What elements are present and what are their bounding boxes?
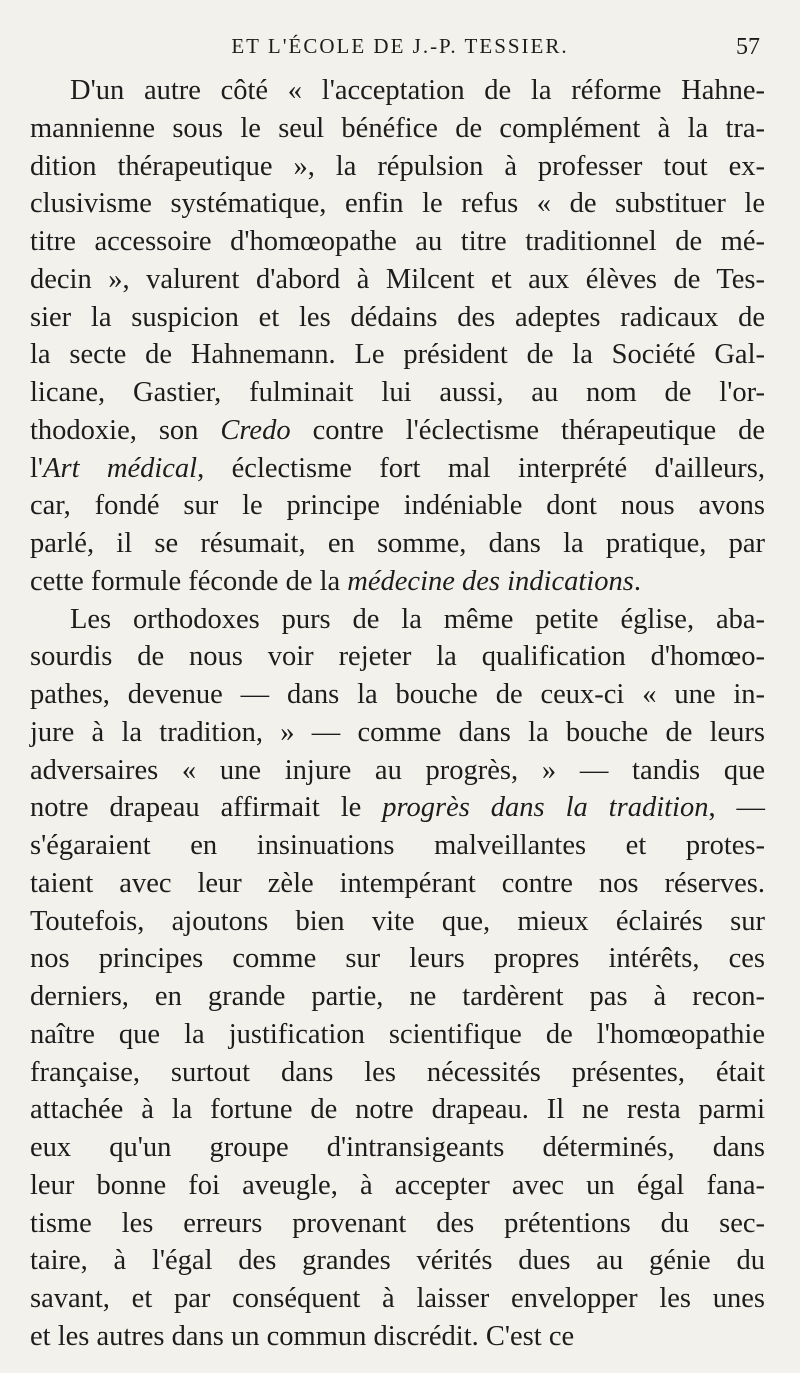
line-text: decin », valurent d'abord à Milcent et aux élèves de Tes- bbox=[30, 263, 765, 295]
body-text bbox=[30, 72, 765, 1356]
text-line bbox=[30, 1242, 765, 1280]
line-text: derniers, en grande partie, ne tardèrent pas à recon- bbox=[30, 981, 765, 1012]
line-text: contre l'éclectisme thérapeutique de bbox=[290, 414, 765, 446]
text-line bbox=[30, 1167, 765, 1205]
line-text: thodoxie, son bbox=[30, 414, 221, 446]
line-text: sier la suspicion et les dédains des adeptes radicaux de bbox=[30, 301, 765, 333]
line-text: sourdis de nous voir rejeter la qualification d'homœo- bbox=[30, 641, 765, 673]
line-text: savant, et par conséquent à laisser envelopper les unes bbox=[30, 1283, 765, 1314]
running-head bbox=[0, 30, 800, 60]
line-text: car, fondé sur le principe indéniable dont nous avons bbox=[30, 490, 765, 522]
text-line bbox=[30, 110, 765, 148]
line-text: D'un autre côté « l'acceptation de la réforme Hahne- bbox=[70, 75, 765, 106]
italic-text: Art médical bbox=[43, 452, 198, 484]
text-line bbox=[30, 978, 765, 1016]
text-line bbox=[30, 1016, 765, 1054]
text-line bbox=[30, 1054, 765, 1092]
line-text: licane, Gastier, fulminait lui aussi, au nom de l'or- bbox=[30, 377, 765, 408]
text-line bbox=[30, 223, 765, 261]
text-line bbox=[30, 525, 765, 563]
text-line bbox=[30, 563, 765, 601]
text-line bbox=[30, 1205, 765, 1243]
text-line bbox=[30, 714, 765, 752]
text-line bbox=[30, 487, 765, 525]
text-line bbox=[30, 72, 765, 110]
line-text: et les autres dans un commun discrédit. C'est ce bbox=[30, 1320, 575, 1352]
line-text: française, surtout dans les nécessités présentes, était bbox=[30, 1056, 765, 1088]
line-text: l' bbox=[30, 452, 44, 484]
line-text: Toutefois, ajoutons bien vite que, mieux éclairés sur bbox=[30, 905, 765, 937]
line-text: mannienne sous le seul bénéfice de complément à la tra- bbox=[30, 112, 765, 144]
line-text: attachée à la fortune de notre drapeau. Il ne resta parmi bbox=[30, 1094, 765, 1126]
text-line bbox=[30, 299, 765, 337]
page-number: 57 bbox=[736, 34, 760, 60]
text-line bbox=[30, 185, 765, 223]
line-text: naître que la justification scientifique de l'homœopathie bbox=[30, 1018, 765, 1050]
text-line bbox=[30, 1091, 765, 1129]
line-text: parlé, il se résumait, en somme, dans la pratique, par bbox=[30, 528, 765, 559]
text-line bbox=[30, 412, 765, 450]
text-line bbox=[30, 827, 765, 865]
text-line bbox=[30, 1318, 765, 1356]
line-text: , éclectisme fort mal interprété d'ailleurs, bbox=[197, 452, 765, 484]
text-line bbox=[30, 1129, 765, 1167]
text-line bbox=[30, 789, 765, 827]
line-text: , — bbox=[708, 792, 766, 824]
italic-text: médecine des indications bbox=[347, 565, 634, 597]
line-text: taire, à l'égal des grandes vérités dues au génie du bbox=[30, 1245, 765, 1277]
text-line bbox=[30, 865, 765, 903]
line-text: notre drapeau affirmait le bbox=[30, 792, 383, 824]
paragraph bbox=[30, 72, 765, 601]
running-title: ET L'ÉCOLE DE J.-P. TESSIER. bbox=[231, 34, 569, 58]
line-text: jure à la tradition, » — comme dans la bouche de leurs bbox=[30, 716, 765, 748]
line-text: clusivisme systématique, enfin le refus « de substituer le bbox=[30, 188, 765, 220]
paragraph bbox=[30, 601, 765, 1356]
italic-text: Credo bbox=[220, 414, 291, 446]
text-line bbox=[30, 148, 765, 186]
italic-text: progrès dans la tradition bbox=[382, 792, 709, 824]
line-text: eux qu'un groupe d'intransigeants déterminés, dans bbox=[30, 1132, 765, 1163]
text-line bbox=[30, 450, 765, 488]
line-text: Les orthodoxes purs de la même petite église, aba- bbox=[70, 603, 765, 635]
line-text: adversaires « une injure au progrès, » — tandis que bbox=[30, 754, 765, 786]
line-text: . bbox=[633, 565, 641, 597]
text-line bbox=[30, 903, 765, 941]
line-text: tisme les erreurs provenant des prétentions du sec- bbox=[30, 1207, 765, 1239]
line-text: dition thérapeutique », la répulsion à professer tout ex- bbox=[30, 150, 765, 182]
line-text: pathes, devenue — dans la bouche de ceux-ci « une in- bbox=[30, 679, 765, 710]
line-text: taient avec leur zèle intempérant contre nos réserves. bbox=[30, 867, 765, 899]
text-line bbox=[30, 1280, 765, 1318]
line-text: la secte de Hahnemann. Le président de la Société Gal- bbox=[30, 339, 765, 371]
line-text: nos principes comme sur leurs propres intérêts, ces bbox=[30, 943, 765, 975]
text-line bbox=[30, 336, 765, 374]
line-text: titre accessoire d'homœopathe au titre traditionnel de mé- bbox=[30, 226, 765, 257]
text-line bbox=[30, 638, 765, 676]
line-text: cette formule féconde de la bbox=[30, 565, 348, 597]
text-line bbox=[30, 374, 765, 412]
text-line bbox=[30, 752, 765, 790]
line-text: s'égaraient en insinuations malveillantes et protes- bbox=[30, 830, 765, 861]
text-line bbox=[30, 601, 765, 639]
text-line bbox=[30, 676, 765, 714]
text-line bbox=[30, 261, 765, 299]
line-text: leur bonne foi aveugle, à accepter avec un égal fana- bbox=[30, 1169, 765, 1201]
text-line bbox=[30, 940, 765, 978]
